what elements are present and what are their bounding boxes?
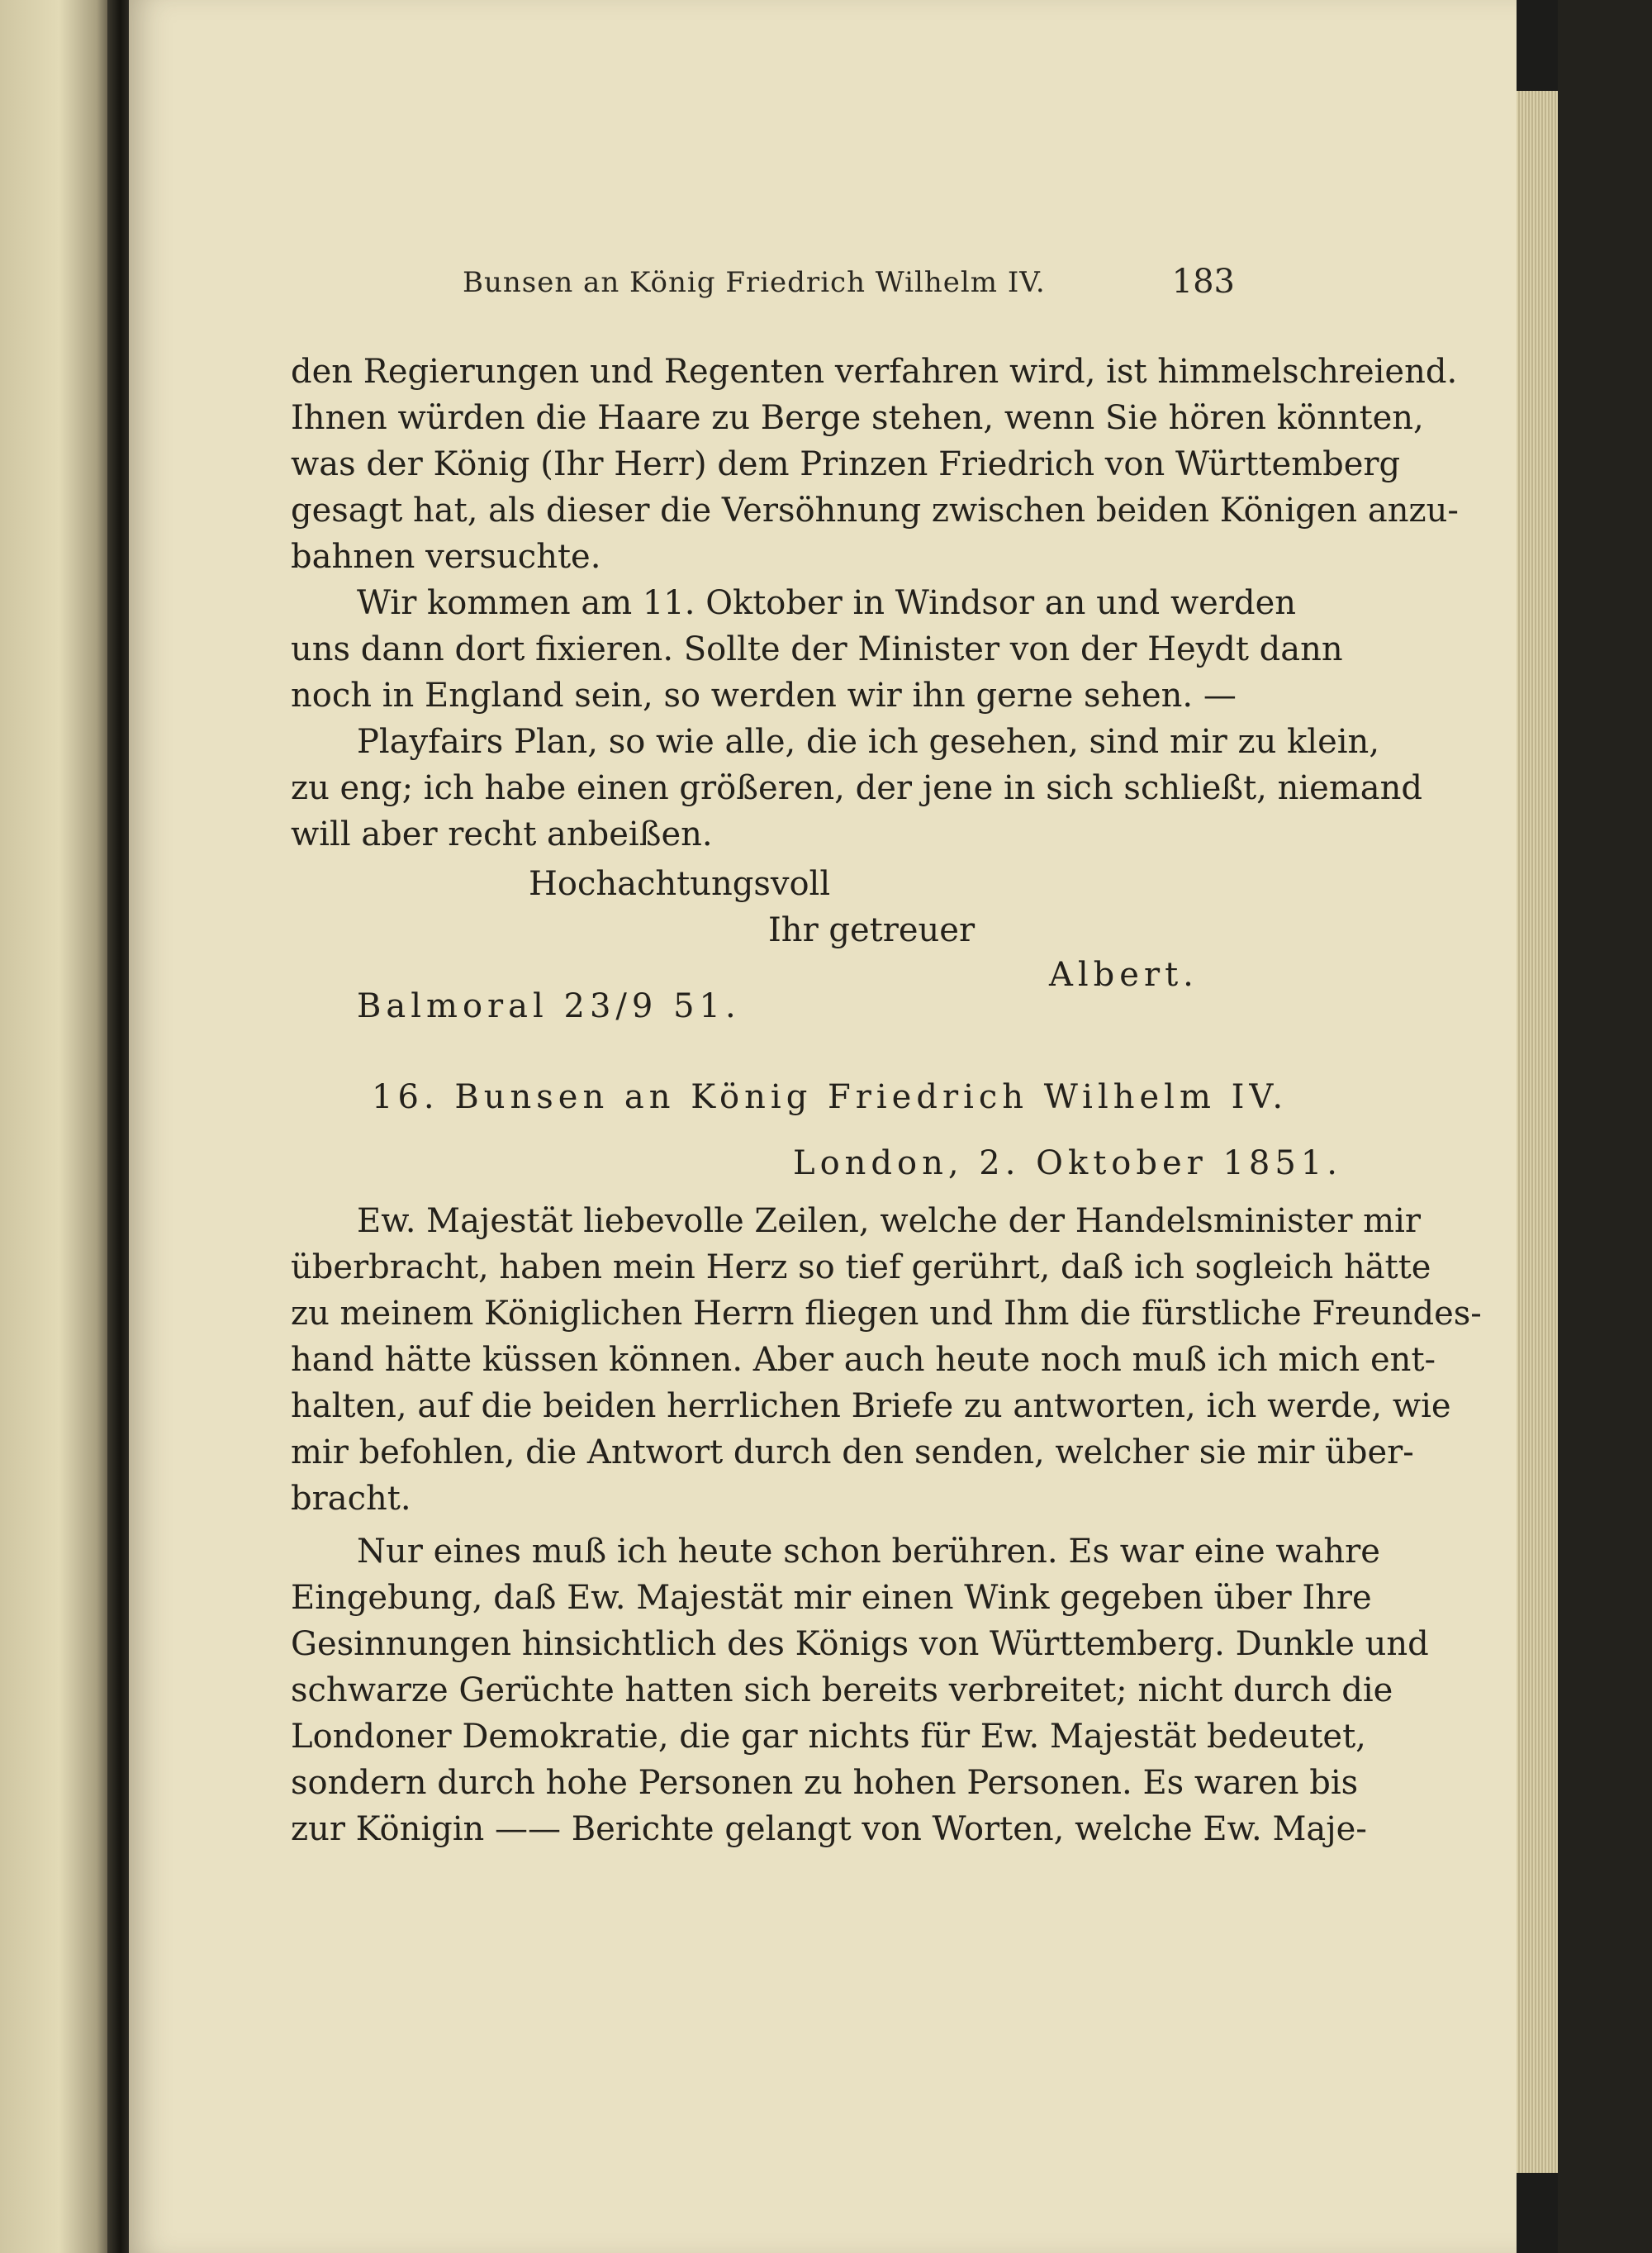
left-page-edge [0, 0, 107, 2253]
text-line: Gesinnungen hinsichtlich des Königs von Württemberg. Dunkle und [291, 1625, 1429, 1663]
text-line: Londoner Demokratie, die gar nichts für Ew. Majestät bedeutet, [291, 1718, 1366, 1756]
text-line: mir befohlen, die Antwort durch den senden, welcher sie mir über- [291, 1433, 1414, 1471]
text-line: Ihnen würden die Haare zu Berge stehen, wenn Sie hören könnten, [291, 399, 1424, 437]
text-line: zur Königin —— Berichte gelangt von Worten, welche Ew. Maje- [291, 1810, 1367, 1848]
closing-salutation: Hochachtungsvoll [529, 865, 831, 903]
text-line: zu meinem Königlichen Herrn fliegen und Ihm die fürstliche Freundes- [291, 1295, 1482, 1333]
page-stack-edge [1517, 91, 1558, 2173]
signature: Albert. [1049, 956, 1199, 994]
text-line: noch in England sein, so werden wir ihn gerne sehen. — [291, 677, 1237, 715]
text-line: Ew. Majestät liebevolle Zeilen, welche der Handelsminister mir [357, 1202, 1422, 1240]
text-line: will aber recht anbeißen. [291, 815, 713, 853]
text-line: sondern durch hohe Personen zu hohen Personen. Es waren bis [291, 1764, 1359, 1802]
closing-salutation-2: Ihr getreuer [768, 911, 976, 949]
text-line: gesagt hat, als dieser die Versöhnung zwischen beiden Königen anzu- [291, 492, 1459, 530]
background-right [1558, 0, 1652, 2253]
text-line: überbracht, haben mein Herz so tief gerührt, daß ich sogleich hätte [291, 1248, 1431, 1286]
text-line: den Regierungen und Regenten verfahren wird, ist himmelschreiend. [291, 353, 1458, 391]
book-page [129, 0, 1517, 2253]
running-head: Bunsen an König Friedrich Wilhelm IV. [463, 266, 1046, 299]
text-line: Wir kommen am 11. Oktober in Windsor an und werden [357, 584, 1297, 622]
text-line: halten, auf die beiden herrlichen Briefe zu antworten, ich werde, wie [291, 1387, 1451, 1425]
text-line: Nur eines muß ich heute schon berühren. Es war eine wahre [357, 1533, 1380, 1571]
text-line: bahnen versuchte. [291, 538, 601, 576]
place-date: Balmoral 23/9 51. [357, 987, 741, 1025]
text-line: bracht. [291, 1480, 411, 1518]
section-heading: 16. Bunsen an König Friedrich Wilhelm IV. [372, 1078, 1289, 1116]
text-line: was der König (Ihr Herr) dem Prinzen Friedrich von Württemberg [291, 445, 1401, 483]
text-line: schwarze Gerüchte hatten sich bereits verbreitet; nicht durch die [291, 1671, 1393, 1709]
book-gutter [107, 0, 129, 2253]
page-number: 183 [1171, 263, 1235, 301]
text-line: Playfairs Plan, so wie alle, die ich gesehen, sind mir zu klein, [357, 723, 1380, 761]
place-date: London, 2. Oktober 1851. [793, 1144, 1342, 1182]
text-line: Eingebung, daß Ew. Majestät mir einen Wink gegeben über Ihre [291, 1579, 1372, 1617]
text-line: uns dann dort fixieren. Sollte der Minister von der Heydt dann [291, 630, 1343, 668]
text-line: zu eng; ich habe einen größeren, der jene in sich schließt, niemand [291, 769, 1422, 807]
text-line: hand hätte küssen können. Aber auch heute noch muß ich mich ent- [291, 1341, 1436, 1379]
